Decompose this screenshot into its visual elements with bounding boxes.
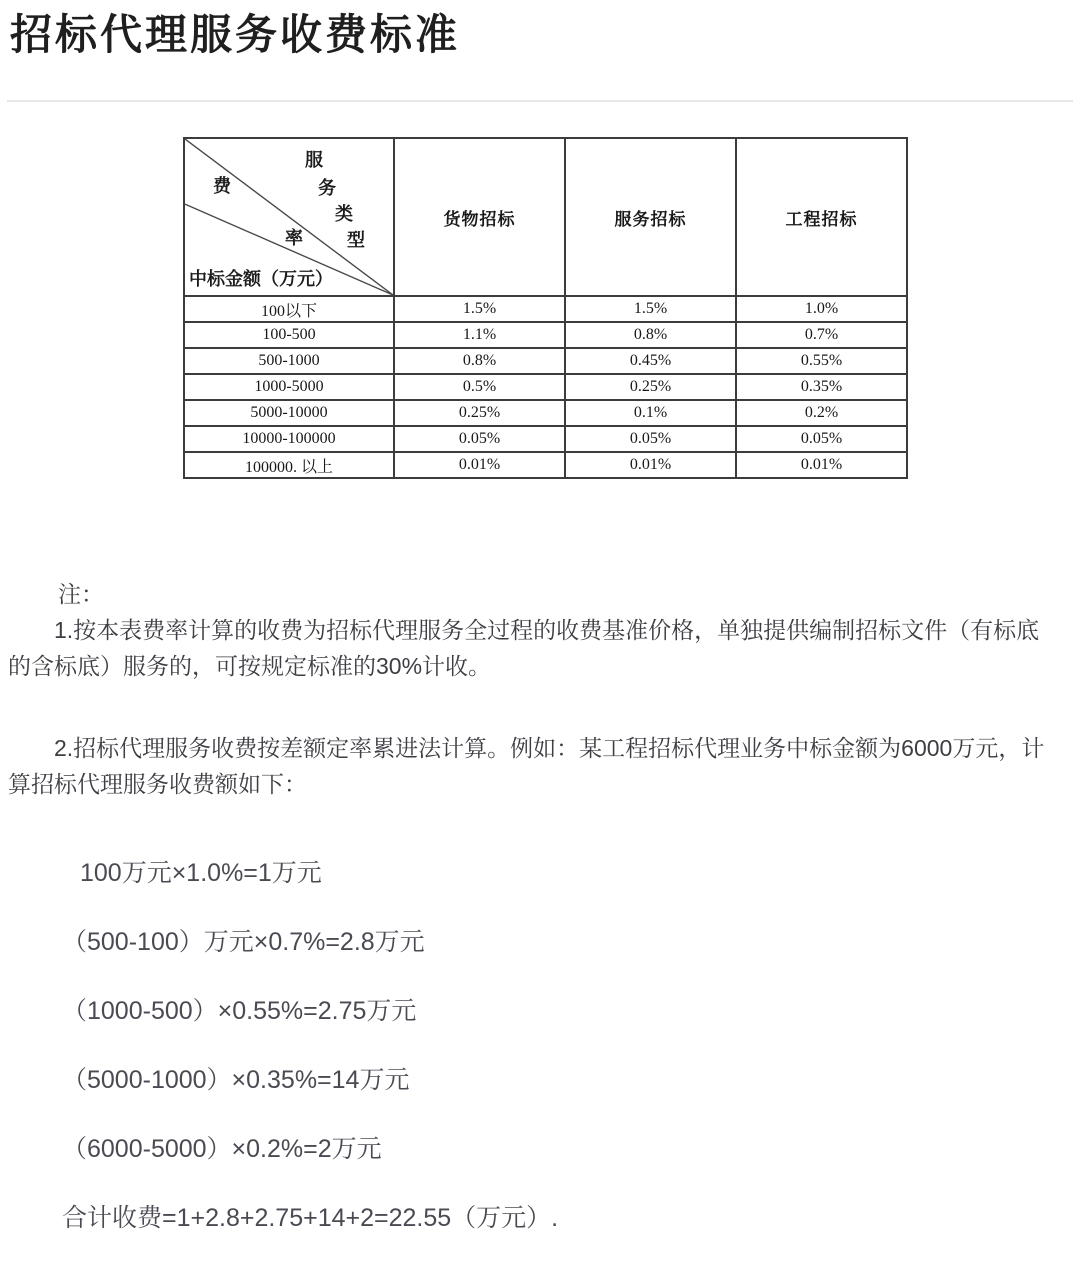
row-label: 100-500 (184, 322, 394, 348)
note-1-line-2: 的含标底）服务的，可按规定标准的30%计收。 (8, 653, 492, 679)
fee-cell: 1.0% (736, 296, 907, 322)
fee-cell: 0.2% (736, 400, 907, 426)
fee-cell: 0.05% (736, 426, 907, 452)
row-label: 5000-10000 (184, 400, 394, 426)
fee-cell: 1.5% (565, 296, 736, 322)
fee-cell: 0.01% (736, 452, 907, 478)
fee-cell: 0.05% (565, 426, 736, 452)
corner-char-service-1: 服 (305, 150, 323, 170)
row-label: 100000. 以上 (184, 452, 394, 478)
fee-cell: 0.55% (736, 348, 907, 374)
column-header-goods: 货物招标 (394, 138, 565, 296)
table-row (184, 296, 907, 322)
note-2-line-2: 算招标代理服务收费额如下： (8, 771, 307, 797)
table-row (184, 322, 907, 348)
notes-section (8, 576, 1068, 802)
calc-line-3: （1000-500）×0.55%=2.75万元 (62, 997, 417, 1025)
note-2 (8, 730, 1068, 802)
table-row (184, 452, 907, 478)
fee-cell: 0.8% (394, 348, 565, 374)
row-label: 1000-5000 (184, 374, 394, 400)
fee-cell: 0.01% (394, 452, 565, 478)
fee-cell: 0.7% (736, 322, 907, 348)
table-row (184, 426, 907, 452)
calc-line-2: （500-100）万元×0.7%=2.8万元 (62, 928, 425, 956)
note-2-line-1: 2.招标代理服务收费按差额定率累进法计算。例如：某工程招标代理业务中标金额为6000万元，计 (54, 735, 1045, 761)
note-1-line-1: 1.按本表费率计算的收费为招标代理服务全过程的收费基准价格，单独提供编制招标文件（有标底 (54, 617, 1040, 643)
diagonal-header-cell (184, 138, 394, 296)
fee-cell: 0.05% (394, 426, 565, 452)
corner-bottom-label: 中标金额（万元） (189, 269, 333, 289)
fee-cell: 0.8% (565, 322, 736, 348)
fee-cell: 0.45% (565, 348, 736, 374)
table-row (184, 348, 907, 374)
row-label: 500-1000 (184, 348, 394, 374)
corner-char-rate-2: 率 (285, 228, 303, 248)
fee-cell: 1.5% (394, 296, 565, 322)
calc-line-1: 100万元×1.0%=1万元 (80, 859, 322, 887)
fee-cell: 0.35% (736, 374, 907, 400)
corner-char-service-2: 务 (318, 178, 336, 198)
fee-rate-table (183, 137, 908, 479)
fee-cell: 0.5% (394, 374, 565, 400)
calc-total-line: 合计收费=1+2.8+2.75+14+2=22.55（万元）. (62, 1204, 559, 1232)
row-label: 100以下 (184, 296, 394, 322)
calc-line-5: （6000-5000）×0.2%=2万元 (62, 1135, 382, 1163)
corner-char-service-3: 类 (335, 204, 353, 224)
column-header-engineering: 工程招标 (736, 138, 907, 296)
calculation-section (0, 858, 1070, 1272)
fee-cell: 0.01% (565, 452, 736, 478)
corner-char-rate-1: 费 (213, 176, 231, 196)
fee-cell: 0.25% (394, 400, 565, 426)
horizontal-divider (7, 100, 1073, 102)
note-1 (8, 612, 1068, 684)
fee-cell: 0.1% (565, 400, 736, 426)
table-header-row (184, 138, 907, 296)
page-title: 招标代理服务收费标准 (10, 11, 461, 58)
table-row (184, 400, 907, 426)
corner-char-service-4: 型 (347, 230, 365, 250)
calc-line-4: （5000-1000）×0.35%=14万元 (62, 1066, 410, 1094)
column-header-service: 服务招标 (565, 138, 736, 296)
row-label: 10000-100000 (184, 426, 394, 452)
notes-heading: 注： (58, 581, 104, 607)
fee-cell: 0.25% (565, 374, 736, 400)
fee-cell: 1.1% (394, 322, 565, 348)
table-row (184, 374, 907, 400)
